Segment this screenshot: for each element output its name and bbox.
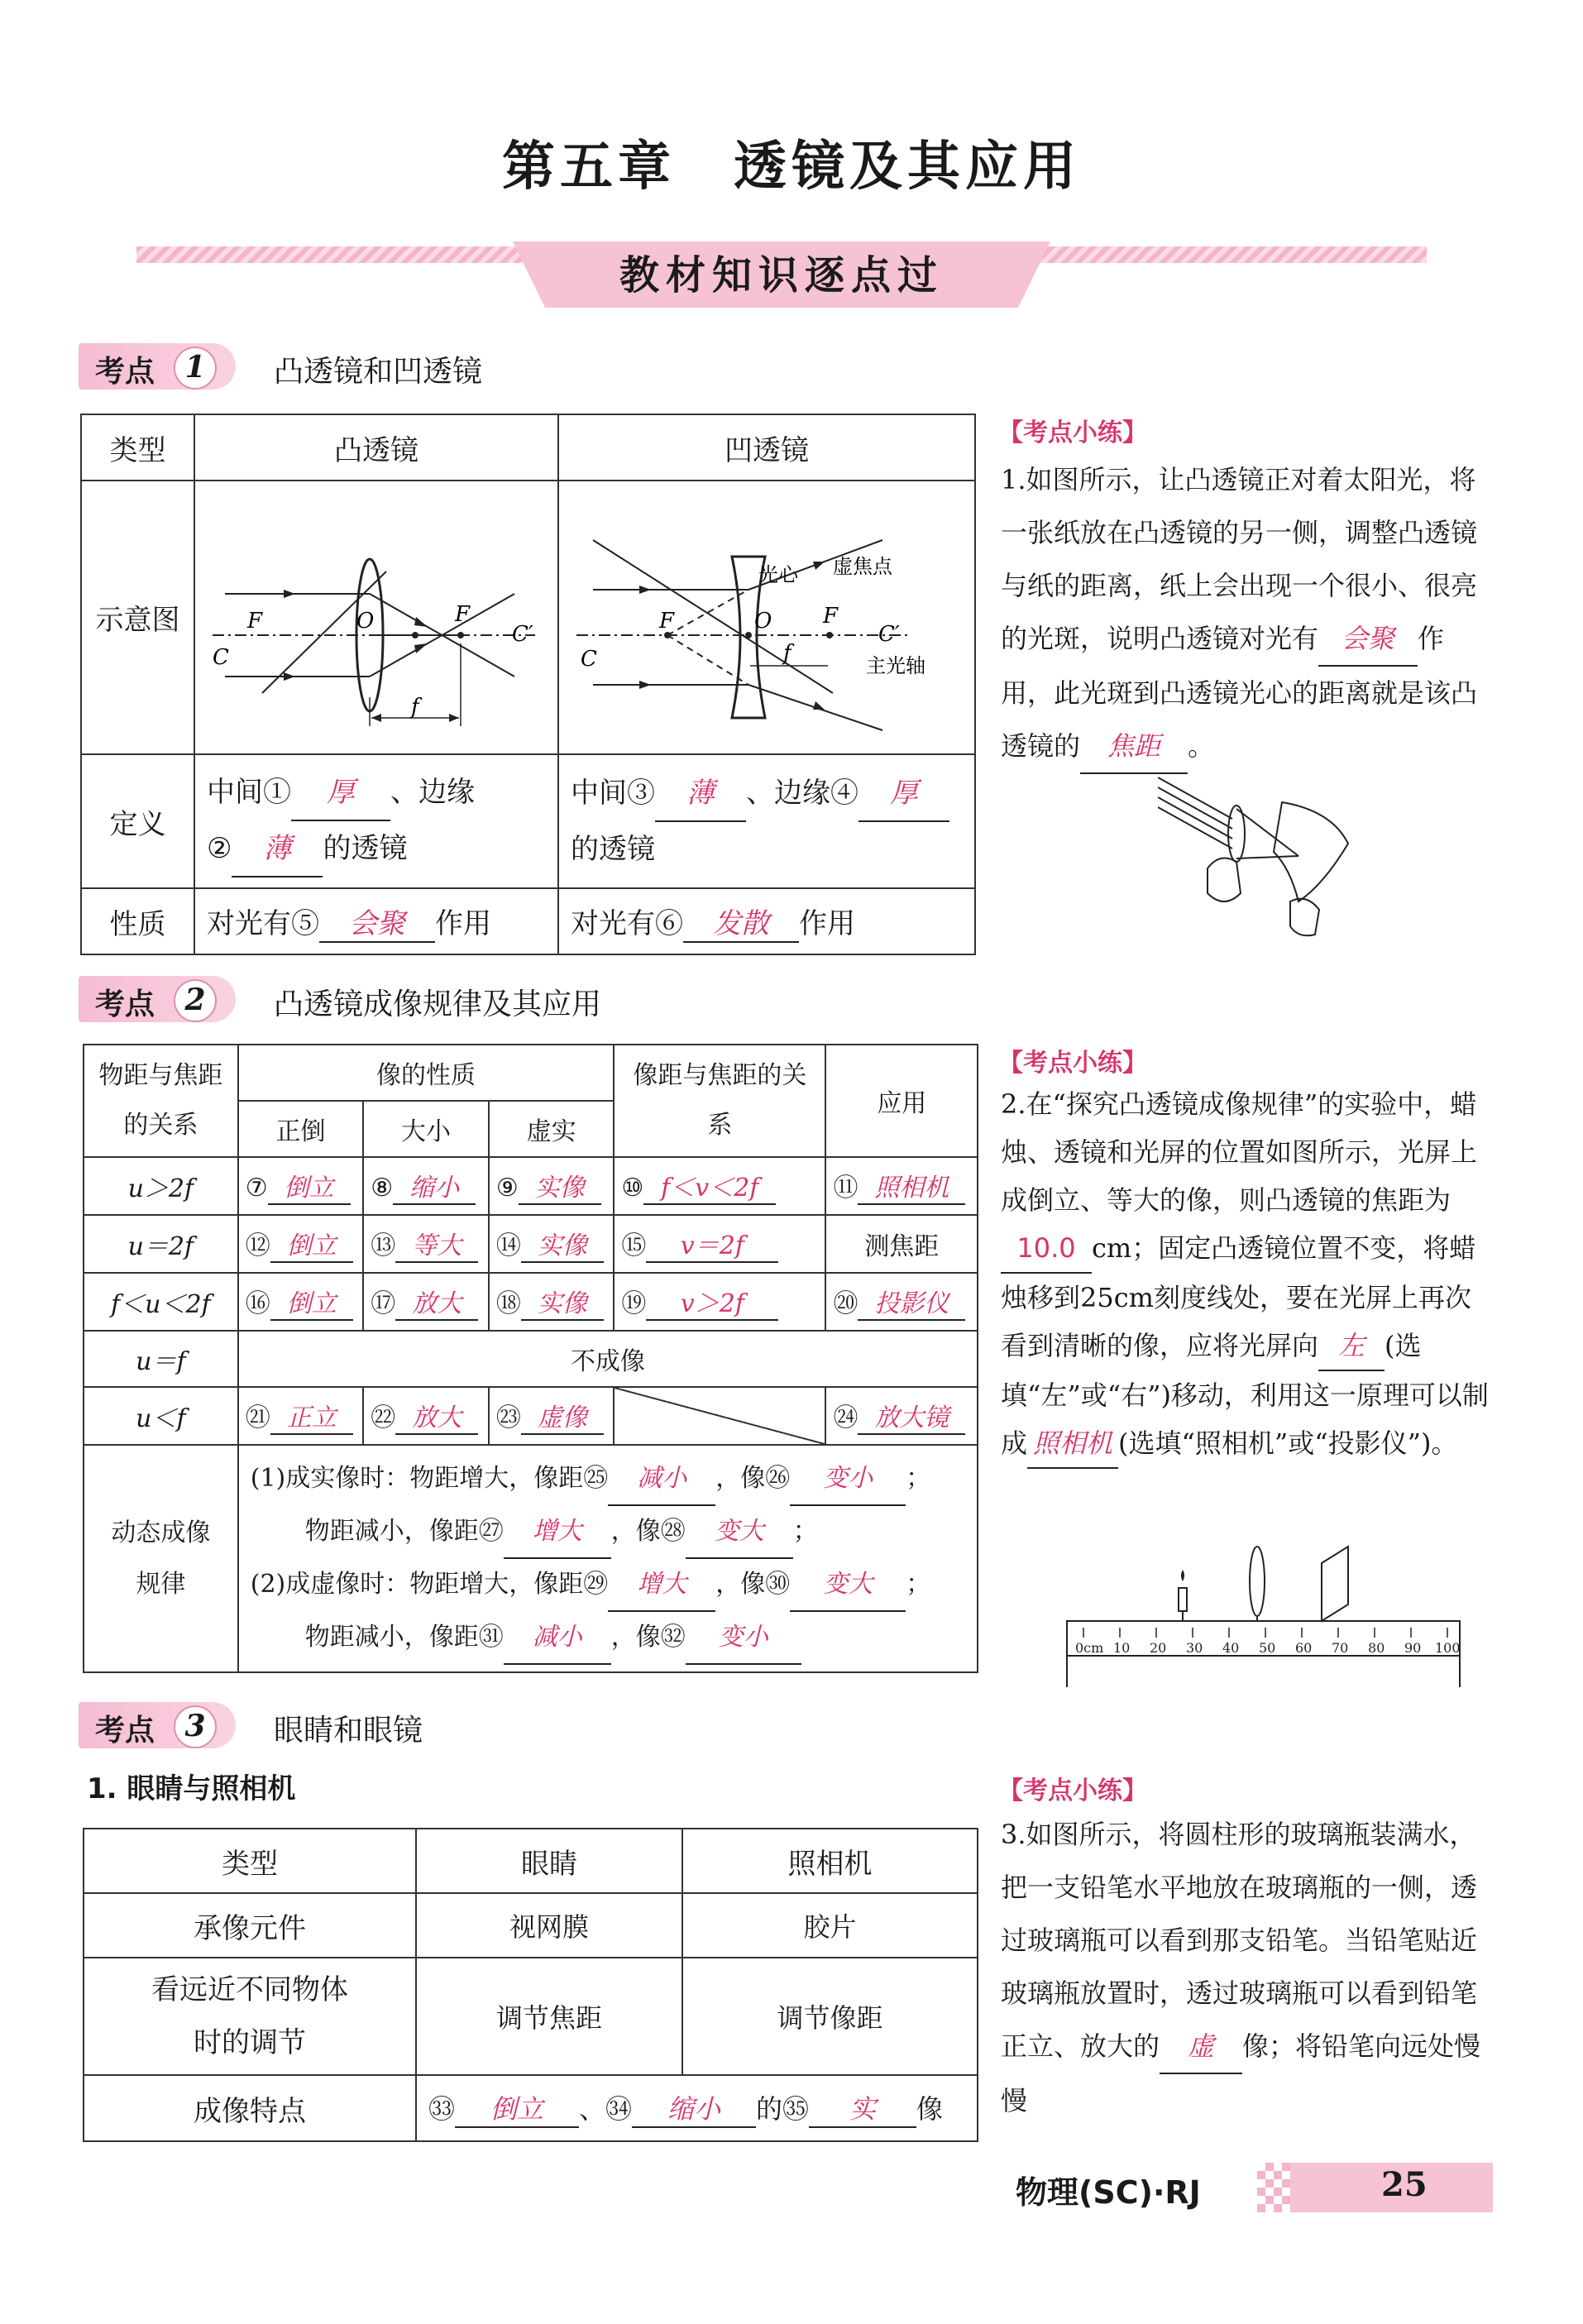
- tick-label: 40: [1222, 1640, 1240, 1656]
- table-row: 看远近不同物体时的调节 调节焦距 调节像距: [84, 1958, 978, 2075]
- kp-number: 3: [174, 1705, 217, 1748]
- practice-2: 2.在“探究凸透镜成像规律”的实验中，蜡烛、透镜和光屏的位置如图所示，光屏上成倒立、等大的像，则凸透镜的焦距为10.0 cm；固定凸透镜位置不变，将蜡烛移到25cm刻度线处，要在光屏上再次看到清晰的像，应将光屏向 左 (选填“左”或“右”)移动，利用这一原理可以制成 照相机 (选填“照相机”或“投影仪”)。: [1001, 1080, 1497, 1469]
- lens-table: [80, 414, 976, 955]
- convex-lens-diagram: [196, 482, 557, 745]
- header-size: 大小: [363, 1101, 489, 1157]
- header-image-distance: 像距与焦距的关系: [614, 1045, 825, 1157]
- header-concave: 凹透镜: [558, 414, 975, 481]
- kp2-title: 凸透镜成像规律及其应用: [274, 987, 602, 1021]
- table-row: 承像元件 视网膜 胶片: [84, 1893, 978, 1958]
- tick-label: 30: [1186, 1640, 1203, 1656]
- practice-head-2: 【考点小练】: [998, 1049, 1147, 1078]
- label-O: O: [754, 609, 772, 634]
- header-nature: 像的性质: [238, 1045, 615, 1101]
- label-main-axis: 主光轴: [866, 654, 925, 677]
- kp-number: 2: [174, 979, 217, 1022]
- header-real-virtual: 虚实: [489, 1101, 615, 1157]
- concave-lens-diagram: [560, 482, 973, 745]
- optical-bench-illustration: [1059, 1530, 1472, 1695]
- practice-1: 1.如图所示，让凸透镜正对着太阳光，将一张纸放在凸透镜的另一侧，调整凸透镜与纸的距离，纸上会出现一个很小、很亮的光斑，说明凸透镜对光有 会聚 作用，此光斑到凸透镜光心的距离就是该凸透镜的 焦距 。: [1001, 453, 1497, 774]
- kp3-subtitle: 1. 眼睛与照相机: [87, 1772, 296, 1805]
- label-f: f: [411, 695, 419, 720]
- label-F-left: F: [247, 609, 263, 634]
- label-F-right: F: [823, 604, 839, 629]
- kp-tag: 考点: [79, 343, 236, 390]
- header-application: 应用: [825, 1045, 978, 1157]
- tick-label: 50: [1259, 1640, 1276, 1656]
- practice-3: 3.如图所示，将圆柱形的玻璃瓶装满水，把一支铅笔水平地放在玻璃瓶的一侧，透过玻璃瓶可以看到那支铅笔。当铅笔贴近玻璃瓶放置时，透过玻璃瓶可以看到铅笔正立、放大的 虚 像；将铅笔向远处慢慢: [1001, 1819, 1481, 2116]
- header-convex: 凸透镜: [194, 414, 558, 481]
- kp3-title: 眼睛和眼镜: [274, 1714, 423, 1748]
- header-relation: 物距与焦距的关系: [84, 1045, 238, 1157]
- label-F-right: F: [455, 602, 471, 627]
- sunlight-lens-illustration: [1158, 769, 1356, 943]
- eye-camera-table: [83, 1828, 978, 2142]
- convex-diagram-cell: [194, 481, 558, 754]
- tick-label: 0cm: [1075, 1640, 1104, 1656]
- label-O: O: [356, 609, 375, 634]
- label-guangxin: 光心: [758, 563, 798, 586]
- page-number: 25: [1381, 2165, 1428, 2204]
- dynamic-rules-label: 动态成像规律: [84, 1445, 238, 1672]
- imaging-rules-table: [83, 1044, 978, 1673]
- kp1-title: 凸透镜和凹透镜: [274, 355, 483, 389]
- tick-label: 90: [1404, 1640, 1422, 1656]
- label-C-prime: C′: [512, 622, 533, 647]
- convex-property: 对光有⑤ 会聚 作用: [194, 888, 558, 954]
- concave-definition: 中间③ 薄 、边缘④ 厚 的透镜: [558, 754, 975, 888]
- concave-diagram-cell: [558, 481, 975, 754]
- convex-definition: 中间① 厚 、边缘 ② 薄 的透镜: [194, 754, 558, 888]
- label-F-left: F: [659, 609, 675, 634]
- table-row: u＝2f ⑫ 倒立 ⑬ 等大 ⑭ 实像 ⑮ v＝2f 测焦距: [84, 1215, 978, 1273]
- header-eye: 眼睛: [416, 1829, 682, 1893]
- tick-label: 10: [1113, 1640, 1131, 1656]
- tick-label: 20: [1150, 1640, 1167, 1656]
- label-C-prime: C′: [878, 622, 900, 647]
- concave-property: 对光有⑥ 发散 作用: [558, 888, 975, 954]
- section-banner: 教材知识逐点过: [619, 252, 944, 299]
- row-label-definition: 定义: [81, 754, 194, 888]
- table-row: u＜f ㉑ 正立 ㉒ 放大 ㉓ 虚像 ㉔ 放大镜: [84, 1387, 978, 1445]
- label-C: C: [581, 647, 597, 672]
- row-label-diagram: 示意图: [81, 481, 194, 754]
- label-C: C: [213, 645, 229, 670]
- table-row: f＜u＜2f ⑯ 倒立 ⑰ 放大 ⑱ 实像 ⑲ v＞2f ⑳ 投影仪: [84, 1273, 978, 1331]
- label-xujiaodian: 虚焦点: [833, 555, 892, 578]
- practice-head-3: 【考点小练】: [998, 1776, 1147, 1805]
- footer-subject: 物理(SC)·RJ: [1016, 2174, 1201, 2211]
- kp-tag: 考点: [79, 1702, 236, 1748]
- tick-label: 80: [1368, 1640, 1385, 1656]
- table-row: u＞2f ⑦ 倒立 ⑧ 缩小 ⑨ 实像 ⑩ f＜v＜2f ⑪ 照相机: [84, 1157, 978, 1215]
- kp-number: 1: [174, 347, 217, 390]
- dynamic-rules: (1)成实像时：物距增大，像距㉕ 减小 ，像㉖ 变小 ； 物距减小，像距㉗ 增大 ，像㉘ 变大 ； (2)成虚像时：物距增大，像距㉙ 增大 ，像㉚ 变大 ； 物距减小，像距㉛ 减小 ，像㉜ 变小: [238, 1445, 978, 1672]
- row-label-property: 性质: [81, 888, 194, 954]
- tick-label: 70: [1332, 1640, 1349, 1656]
- tick-label: 60: [1295, 1640, 1313, 1656]
- diagonal-cell: [614, 1387, 825, 1445]
- header-orientation: 正倒: [238, 1101, 364, 1157]
- label-f: f: [783, 641, 792, 666]
- header-camera: 照相机: [682, 1829, 978, 1893]
- practice-head-1: 【考点小练】: [998, 418, 1147, 447]
- header-type: 类型: [84, 1829, 416, 1893]
- table-row: u＝f 不成像: [84, 1331, 978, 1387]
- table-row: 成像特点 ㉝ 倒立 、㉞ 缩小 的㉟ 实 像: [84, 2075, 978, 2141]
- header-type: 类型: [81, 414, 194, 481]
- chapter-title: 第五章 透镜及其应用: [502, 136, 1081, 198]
- tick-label: 100: [1435, 1640, 1461, 1656]
- kp-tag: 考点: [79, 976, 236, 1022]
